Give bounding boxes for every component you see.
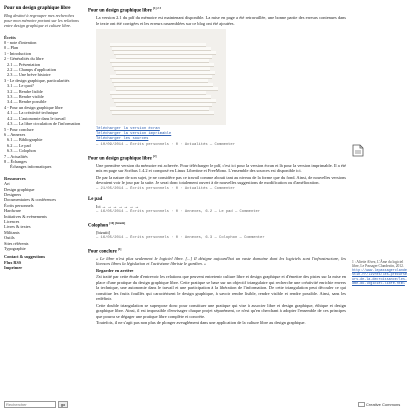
sidebar-item-link[interactable]: 3 - Le design graphique, particularités xyxy=(4,77,70,83)
sidebar-item-link[interactable]: Documentaires & conférences xyxy=(4,197,57,203)
footnote-link[interactable]: http://www.lepassagerclandestin.fr/livres/les-precurseurs-de-la-decroissance/les-ame-du-logiciel-libre.html xyxy=(352,268,407,287)
post-paragraph: [bizutit] xyxy=(96,229,111,235)
post-paragraph: J'ai traité par cette étude d'entrevoir les relations que peuvent entretenir culture libre et design graphique et d'émettre des pistes sur la mise en place d'une pratique du design graphique libre. Cette pratique se base sur un objectif triangulaire qui recherche une créativité enrichie envers la technique, une autonomie dans le travail et une participation à la libération de l'information. De cette triangulation peut découler ce qui constitue les fruits fouillés qui caractérisent le design graphique, à savoir rendre lisible, rendre visible et rendre possible. Ainsi, sans les redéfinir. xyxy=(96,274,346,302)
sidebar-item-link[interactable]: 3.4 — Rendre possible xyxy=(7,99,47,105)
post-meta: — 16/05/2014 — Écrits personnels · 0 · Annexes, 6.3 — Colophon — Commenter xyxy=(96,236,265,241)
sidebar-item-link[interactable]: Écrits personnels xyxy=(4,202,34,208)
post-meta: — 21/05/2014 — Écrits personnels · 0 · Actualités — Commenter xyxy=(96,186,235,191)
document-icon[interactable] xyxy=(352,144,364,157)
sidebar-item xyxy=(4,246,82,251)
post-body xyxy=(88,256,346,326)
post-body xyxy=(88,204,346,210)
post-5 xyxy=(88,247,346,326)
post-paragraph: Ici → → → → → → → xyxy=(96,203,140,209)
sidebar-item-link[interactable]: 6 – Annexes xyxy=(4,131,26,137)
post-body xyxy=(88,163,346,186)
post-title-link[interactable]: Le pad xyxy=(88,197,103,203)
post-title-link[interactable]: Pour un design graphique libre xyxy=(88,156,152,162)
post-note: [10] [bizutit] xyxy=(109,220,126,225)
license-label: Creative Commons xyxy=(366,402,401,407)
bottom-link[interactable]: Flux RSS xyxy=(4,259,22,265)
sidebar xyxy=(4,6,82,411)
bottom-link[interactable]: Imprimer xyxy=(4,265,23,271)
sidebar-item-link[interactable]: Typographie xyxy=(4,246,26,252)
sidebar-item-link[interactable]: 0 – Plan xyxy=(4,45,19,51)
sidebar-item-link[interactable]: 2.1 — Présentation xyxy=(7,61,41,67)
sidebar-item-link[interactable]: 1 - Introduction xyxy=(4,50,31,56)
post-meta: — 16/05/2014 — Écrits personnels · 0 · Annexes, 6.2 — Le pad — Commenter xyxy=(96,210,261,215)
nav-section-heading[interactable]: Écrits xyxy=(4,34,16,40)
download-print-link[interactable]: Télécharger la version imprimable xyxy=(96,132,172,137)
sidebar-item-link[interactable]: 3.2 — Rendre lisible xyxy=(7,88,43,94)
sidebar-item-link[interactable]: Initiatives & evènements xyxy=(4,213,47,219)
sidebar-item-link[interactable]: Design graphique xyxy=(4,186,35,192)
sidebar-item-link[interactable]: 4.3 — La libre circulation de l'information xyxy=(7,121,81,127)
footnote xyxy=(352,260,408,286)
post-3 xyxy=(88,197,346,216)
post-body xyxy=(88,230,346,236)
sidebar-item-link[interactable]: 2 - Généralités du libre xyxy=(4,56,44,62)
post-title xyxy=(88,6,346,14)
sidebar-item-link[interactable]: 6.2 — Le pad xyxy=(7,142,31,148)
site-title[interactable]: Pour un design graphique libre xyxy=(4,6,71,11)
post-title xyxy=(88,197,346,203)
post-paragraph: La version 2.1 du pdf du mémoire est maintenant disponible. La mise en page a été retravaillée, une bonne partie des erreurs contenues dans le texte ont été corrigées et les erreurs rassemblées sur ce blog ont été ajoutées. xyxy=(96,15,346,26)
sidebar-item-link[interactable]: 8 – Échanges xyxy=(4,158,27,164)
sidebar-item-link[interactable]: 3.1 — Le quoi? xyxy=(7,83,34,89)
bottom-link-item xyxy=(4,265,82,270)
sidebar-item-link[interactable]: 6.1 — Bibliographie xyxy=(7,137,43,143)
post-paragraph: Toutefois, il ne s'agit pas non plus de plonger aveuglément dans une application de la culture libre au design graphique. xyxy=(96,320,306,326)
post-note: [2] xyxy=(153,153,157,158)
sidebar-item xyxy=(4,164,82,169)
sidebar-item-link[interactable]: Art xyxy=(4,181,10,187)
post-paragraph: De par la nature de son sujet, je ne considère pas ce travail comme abouti tant au niveau de la forme que du fond. Ainsi, de nouvelles versions devraient voir le jour par la suite. Je serai donc totalement ouvert à de nouvelles suggestions de modification ou d'amélioration. xyxy=(96,174,346,186)
sidebar-item-link[interactable]: 7 – Actualités xyxy=(4,153,28,159)
sidebar-item-link[interactable]: 2.2 — Champs d'application xyxy=(7,67,56,73)
post-note: [1] 2 3 xyxy=(153,6,162,10)
sidebar-item-link[interactable]: 4.2 — L'autonomie dans le travail xyxy=(7,115,66,121)
search-box xyxy=(4,401,68,408)
post-title-link[interactable]: Pour un design graphique libre xyxy=(88,8,152,14)
nav-section-heading[interactable]: Ressources xyxy=(4,175,26,181)
sidebar-item-link[interactable]: 5 - Pour conclure xyxy=(4,126,34,132)
nav-list xyxy=(4,181,82,251)
sidebar-item-link[interactable]: 4 - Pour un design graphique libre xyxy=(4,104,63,110)
post-paragraph: Une première version du mémoire est achevée. Pour télécharger le pdf, c'est ici pour la version écran et là pour la version imprimable. Il a été mis en page sur Scribus 1.4.2 et composé en Linux Libertine et FreeMono. L'ensemble des sources est disponible ici. xyxy=(96,162,346,174)
post-body xyxy=(88,15,346,142)
sidebar-item-link[interactable]: Militants xyxy=(4,229,20,235)
footnote-text: 1 : Aliette Alvez, L'Âme du logiciel libre, Le Passager Clandestin, 2012. xyxy=(352,260,404,269)
post-quote: « Le libre n'est plus seulement le logiciel libre. [...] Il désigne aujourd'hui un vaste domaine dont les logiciels sont l'infrastructure, les licences libres la législation et l'activisme libriste le gardien. » xyxy=(96,255,346,267)
sidebar-item-link[interactable]: Sites référents xyxy=(4,240,29,246)
sidebar-item-link[interactable]: 2.3 — Une brève histoire xyxy=(7,72,51,78)
sidebar-item-link[interactable]: Licences xyxy=(4,219,20,225)
post-title xyxy=(88,221,346,229)
post-1 xyxy=(88,6,346,149)
download-screen-link[interactable]: Télécharger la version écran xyxy=(96,127,160,132)
post-title xyxy=(88,247,346,255)
post-4 xyxy=(88,221,346,242)
post-note: [1] xyxy=(117,246,122,251)
search-button[interactable]: go xyxy=(58,401,68,408)
sidebar-item-link[interactable]: Designers xyxy=(4,191,22,197)
search-input[interactable] xyxy=(4,401,56,408)
bottom-link[interactable]: Contact & suggestions xyxy=(4,254,46,260)
sidebar-item-link[interactable]: Outils xyxy=(4,235,15,241)
creative-commons-icon xyxy=(358,402,365,407)
book-sheet xyxy=(112,111,214,115)
post-title-link[interactable]: Pour conclure xyxy=(88,249,117,255)
post-paragraph: Cette double triangulation se superpose donc pour constituer une pratique qui vise à associer libre et design graphique, éthique et design graphique libre. Ainsi, il est impossible d'envisager chaque projet séparément, ce n'est qu'en cherchant à adopter l'ensemble de ces principes que pourra se dégager une pratique libre complète et concrète. xyxy=(96,302,346,319)
book-stack-image xyxy=(96,29,226,125)
sidebar-item-link[interactable]: 4.1 — La créativité technique xyxy=(7,110,59,116)
sidebar-item-link[interactable]: Livres & textes xyxy=(4,224,31,230)
post-title-link[interactable]: Colophon xyxy=(88,223,108,229)
sidebar-item-link[interactable]: 3.3 — Rendre visible xyxy=(7,94,44,100)
post-subheading: Regarder en arrière xyxy=(96,267,134,273)
sidebar-item-link[interactable]: Échanges informatiques xyxy=(10,164,52,170)
sidebar-item-link[interactable]: 6.3 — Colophon xyxy=(7,148,36,154)
download-sources-link[interactable]: Télécharger les sources xyxy=(96,137,149,142)
main-content xyxy=(88,6,346,411)
sidebar-item-link[interactable]: 0 - note d'intention xyxy=(4,40,37,46)
license-badge[interactable] xyxy=(358,402,400,407)
bottom-links xyxy=(4,254,82,270)
nav-list xyxy=(4,40,82,170)
post-2 xyxy=(88,154,346,193)
post-meta: — 10/09/2014 — Écrits personnels · 0 · Actualités — Commenter xyxy=(96,143,235,148)
post-title xyxy=(88,154,346,162)
nav-sections xyxy=(4,35,82,252)
sidebar-item-link[interactable]: Hardware xyxy=(4,208,21,214)
site-description: Blog destiné à regrouper mes recherches pour mon mémoire portant sur les relations entre design graphique et culture libre. xyxy=(4,13,79,29)
